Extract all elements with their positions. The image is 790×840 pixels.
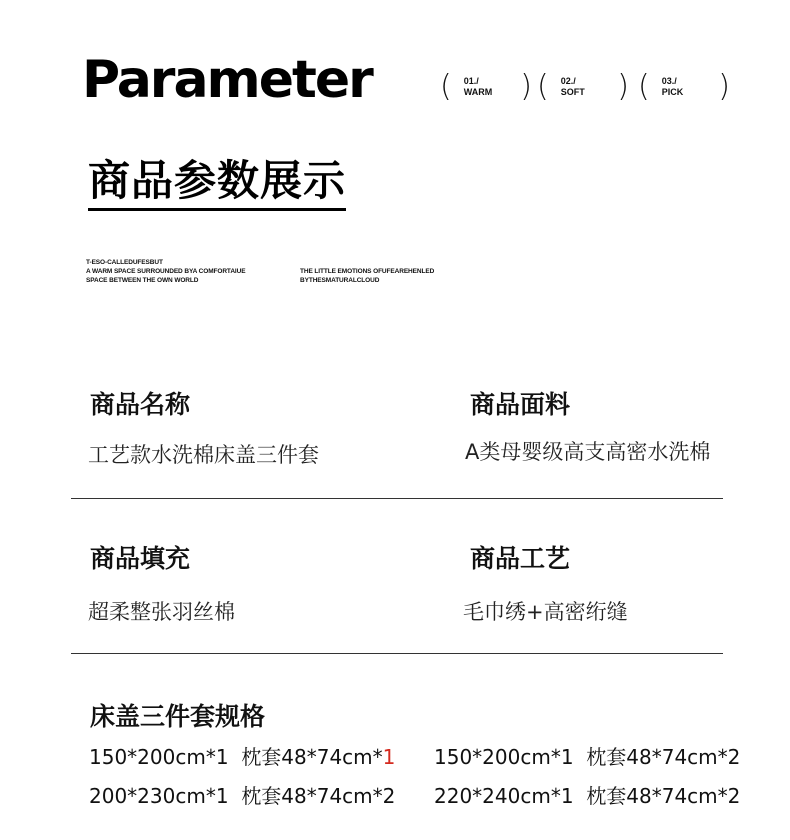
- spec-size: 220*240cm*1: [434, 784, 574, 808]
- param-name-label: 商品名称: [90, 390, 191, 419]
- tag-warm: [440, 66, 532, 108]
- paren-close: ): [617, 69, 629, 104]
- spec-pillow-count: 2: [727, 745, 741, 769]
- english-note-block-2: [300, 267, 434, 285]
- spec-item: [89, 747, 395, 767]
- tag-text: [650, 76, 719, 98]
- param-name-value: 工艺款水洗棉床盖三件套: [88, 443, 319, 467]
- param-filling-value: 超柔整张羽丝棉: [88, 600, 235, 624]
- paren-open: (: [537, 69, 549, 104]
- divider: [71, 653, 723, 654]
- spec-pillow: 枕套48*74cm*: [586, 784, 728, 808]
- param-fabric-value: A类母婴级高支高密水洗棉: [465, 440, 711, 464]
- tag-word: PICK: [661, 87, 684, 97]
- tag-number: 02./: [560, 76, 576, 86]
- param-craft-value: 毛巾绣+高密绗缝: [463, 600, 628, 624]
- english-note-line: SPACE BETWEEN THE OWN WORLD: [86, 277, 199, 284]
- english-note-line: THE LITTLE EMOTIONS OFUFEAREHENLED: [300, 268, 435, 275]
- tag-text: [549, 76, 618, 98]
- paren-close: ): [718, 69, 730, 104]
- spec-pillow: 枕套48*74cm*: [241, 745, 383, 769]
- hero-title: Parameter: [82, 50, 372, 110]
- spec-size: 150*200cm*1: [434, 745, 574, 769]
- tag-soft: [537, 66, 629, 108]
- english-note-block-1: [86, 258, 245, 285]
- spec-item: [434, 786, 740, 806]
- section-title: 商品参数展示: [88, 160, 346, 211]
- spec-pillow: 枕套48*74cm*: [241, 784, 383, 808]
- english-note-line: A WARM SPACE SURROUNDED BYA COMFORTAIUE: [86, 268, 246, 275]
- english-note-line: T-ESO-CALLEDUFESBUT: [86, 259, 163, 266]
- tag-number: 01./: [463, 76, 479, 86]
- param-filling-label: 商品填充: [90, 544, 191, 573]
- spec-item: [434, 747, 740, 767]
- tag-word: SOFT: [560, 87, 585, 97]
- paren-open: (: [638, 69, 650, 104]
- spec-pillow-count: 1: [382, 745, 396, 769]
- english-note-line: BYTHESMATURALCLOUD: [300, 277, 380, 284]
- spec-pillow-count: 2: [382, 784, 396, 808]
- paren-open: (: [440, 69, 452, 104]
- paren-close: ): [520, 69, 532, 104]
- tag-text: [452, 76, 521, 98]
- param-craft-label: 商品工艺: [470, 544, 571, 573]
- spec-pillow-count: 2: [727, 784, 741, 808]
- tag-word: WARM: [463, 87, 493, 97]
- tag-number: 03./: [661, 76, 677, 86]
- spec-pillow: 枕套48*74cm*: [586, 745, 728, 769]
- spec-size: 200*230cm*1: [89, 784, 229, 808]
- spec-item: [89, 786, 395, 806]
- spec-size: 150*200cm*1: [89, 745, 229, 769]
- divider: [71, 498, 723, 499]
- param-fabric-label: 商品面料: [470, 390, 571, 419]
- tag-pick: [638, 66, 730, 108]
- specs-title: 床盖三件套规格: [90, 702, 266, 731]
